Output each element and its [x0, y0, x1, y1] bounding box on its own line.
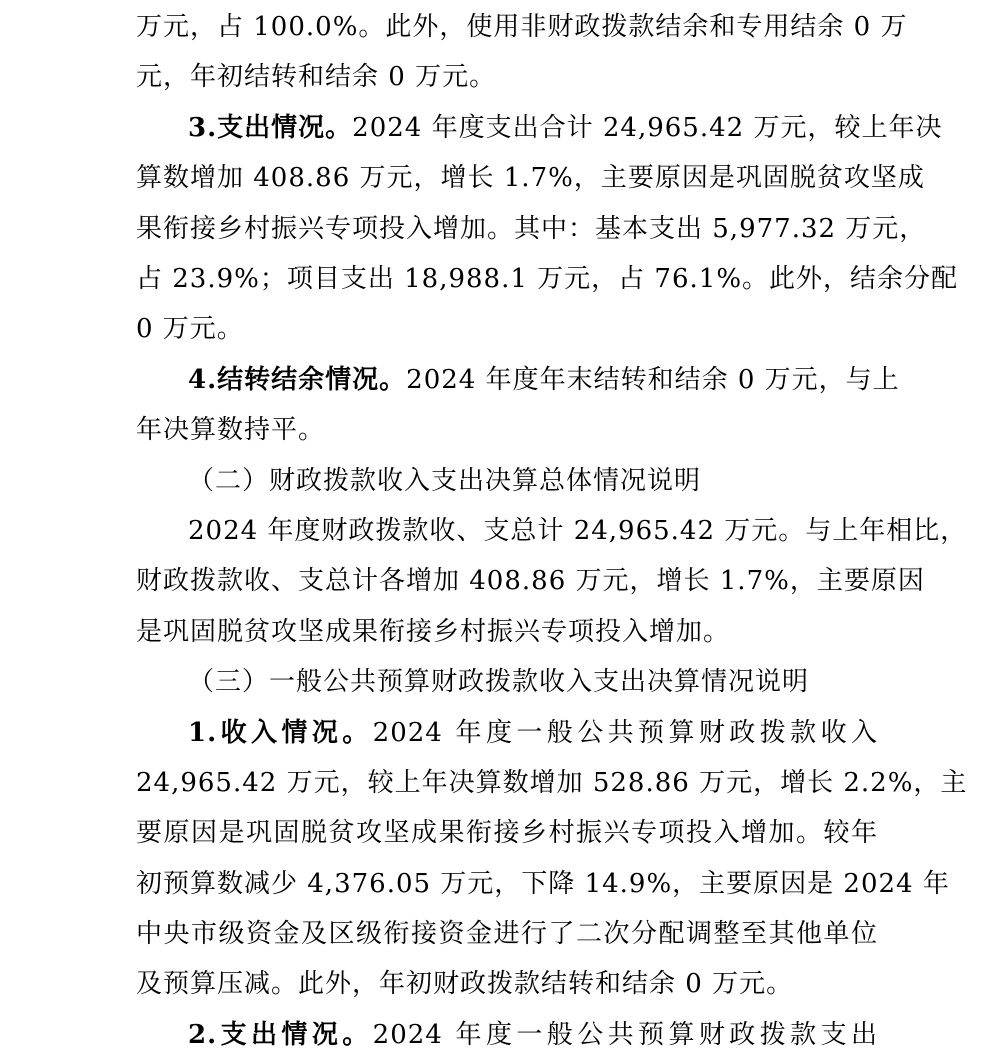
text-line: 占 23.9%；项目支出 18,988.1 万元，占 76.1%。此外，结余分配	[136, 264, 959, 294]
paragraph-first-line	[136, 1015, 878, 1055]
text-line: 初预算数减少 4,376.05 万元，下降 14.9%，主要原因是 2024 年	[136, 869, 950, 899]
section-heading: （三）一般公共预算财政拨款收入支出决算情况说明	[188, 667, 810, 697]
text-line: 果衔接乡村振兴专项投入增加。其中：基本支出 5,977.32 万元，	[136, 214, 927, 244]
paragraph-lead: 3.支出情况。	[188, 113, 353, 143]
paragraph-lead: 4.结转结余情况。	[188, 365, 407, 395]
text-line: 万元，占 100.0%。此外，使用非财政拨款结余和专用结余 0 万	[136, 12, 908, 42]
paragraph-lead: 1.收入情况。	[188, 718, 373, 748]
paragraph-first-line	[136, 360, 900, 400]
section-heading: （二）财政拨款收入支出决算总体情况说明	[188, 466, 702, 496]
text-line: 24,965.42 万元，较上年决算数增加 528.86 万元，增长 2.2%，主	[136, 768, 968, 798]
paragraph-lead: 2.支出情况。	[188, 1020, 373, 1050]
text-span: 2024 年度一般公共预算财政拨款收入	[372, 718, 878, 748]
text-line: 财政拨款收、支总计各增加 408.86 万元，增长 1.7%，主要原因	[136, 566, 925, 596]
text-line: 是巩固脱贫攻坚成果衔接乡村振兴专项投入增加。	[136, 617, 731, 647]
text-line: 0 万元。	[136, 314, 244, 344]
text-line: 年决算数持平。	[136, 415, 326, 445]
paragraph-first-line: 2024 年度财政拨款收、支总计 24,965.42 万元。与上年相比，	[188, 516, 968, 546]
paragraph-first-line	[136, 108, 943, 148]
text-line: 要原因是巩固脱贫攻坚成果衔接乡村振兴专项投入增加。较年	[136, 818, 878, 848]
text-span: 2024 年度支出合计 24,965.42 万元，较上年决	[352, 113, 943, 143]
text-line: 及预算压减。此外，年初财政拨款结转和结余 0 万元。	[136, 969, 794, 999]
paragraph-first-line	[136, 713, 878, 753]
text-span: 2024 年度年末结转和结余 0 万元，与上	[406, 365, 900, 395]
text-line: 元，年初结转和结余 0 万元。	[136, 62, 497, 92]
text-span: 2024 年度一般公共预算财政拨款支出	[372, 1020, 878, 1050]
text-line: 中央市级资金及区级衔接资金进行了二次分配调整至其他单位	[136, 919, 878, 949]
text-line: 算数增加 408.86 万元，增长 1.7%，主要原因是巩固脱贫攻坚成	[136, 163, 925, 193]
